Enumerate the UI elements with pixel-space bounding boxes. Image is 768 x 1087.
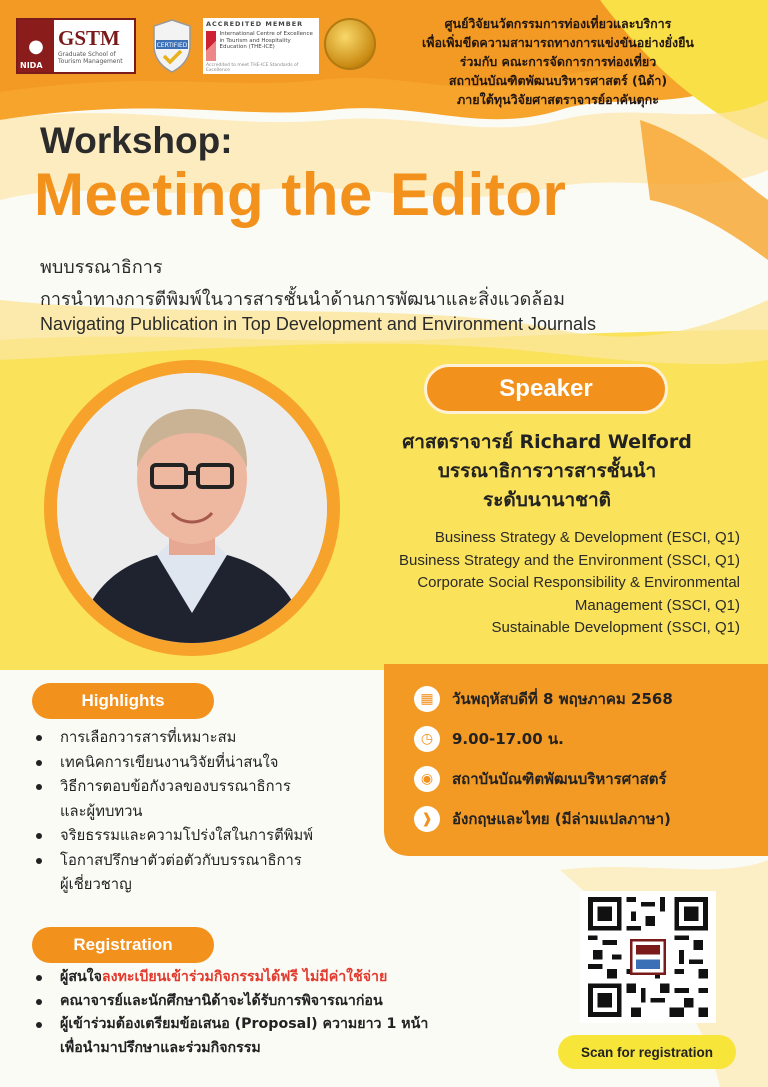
speaker-photo [57, 373, 327, 643]
header-line: ภายใต้ทุนวิจัยศาสตราจารย์อาคันตุกะ [457, 92, 659, 107]
header-line: ศูนย์วิจัยนวัตกรรมการท่องเที่ยวและบริการ [444, 16, 672, 31]
journal-line: Corporate Social Responsibility & Environmental [417, 574, 740, 591]
registration-heading: Registration [32, 927, 214, 963]
calendar-icon: ▦ [414, 686, 440, 712]
scan-registration-button[interactable]: Scan for registration [558, 1035, 736, 1069]
speaker-name-block [352, 428, 742, 515]
list-item: เทคนิคการเขียนงานวิจัยที่น่าสนใจ [32, 751, 372, 776]
highlights-heading: Highlights [32, 683, 214, 719]
subtitle-thai-2: การนำทางการตีพิมพ์ในวารสารชั้นนำด้านการพัฒนาและสิ่งแวดล้อม [40, 289, 565, 309]
list-item: การเลือกวารสารที่เหมาะสม [32, 726, 372, 751]
speaker-role: ระดับนานาชาติ [482, 489, 612, 511]
event-time: ◷ 9.00-17.00 น. [414, 726, 564, 752]
speaker-name: ศาสตราจารย์ Richard Welford [402, 431, 692, 453]
speaker-journals [340, 527, 740, 640]
list-item: โอกาสปรึกษาตัวต่อตัวกับบรรณาธิการ ผู้เชี่ยวชาญ [32, 849, 372, 898]
header-line: เพื่อเพิ่มขีดความสามารถทางการแข่งขันอย่างยั่งยืน [422, 35, 694, 50]
event-date: ▦ วันพฤหัสบดีที่ 8 พฤษภาคม 2568 [414, 686, 673, 712]
ice-mark-icon [206, 31, 216, 61]
registration-qr-code[interactable] [580, 891, 716, 1023]
journal-line: Management (SSCI, Q1) [574, 596, 740, 614]
location-pin-icon: ◉ [414, 766, 440, 792]
certified-badge-logo [150, 18, 194, 74]
workshop-label: Workshop: [40, 120, 233, 161]
event-info-box [384, 664, 768, 856]
speaking-head-icon: ❱ [414, 806, 440, 832]
speaker-role: บรรณาธิการวารสารชั้นนำ [437, 460, 657, 482]
subtitle-thai-1: พบบรรณาธิการ [40, 257, 163, 277]
cert-badge-text: CERTIFIED [156, 42, 188, 49]
ice-description: International Centre of Excellence in Tourism and Hospitality Education (THE-ICE) [219, 31, 313, 51]
subtitle-english: Navigating Publication in Top Development and Environment Journals [40, 314, 596, 334]
list-item: คณาจารย์และนักศึกษานิด้าจะได้รับการพิจารณาก่อน [32, 990, 562, 1014]
journal-line: Business Strategy & Development (ESCI, Q1) [434, 529, 740, 546]
registration-list [32, 966, 562, 1060]
speaker-photo-frame [44, 360, 340, 656]
gstm-logo-subtext: Graduate School of Tourism Management [58, 50, 123, 65]
gstm-logo-text: GSTM [58, 25, 120, 50]
list-item: ผู้สนใจลงทะเบียนเข้าร่วมกิจกรรมได้ฟรี ไม่มีค่าใช้จ่าย [32, 966, 562, 990]
header-line: ร่วมกับ คณะการจัดการการท่องเที่ยว [459, 54, 657, 69]
highlights-list [32, 726, 372, 898]
gstm-logo [16, 18, 136, 74]
journal-line: Sustainable Development (SSCI, Q1) [491, 619, 740, 636]
workshop-title: Meeting the Editor [34, 161, 567, 228]
list-item: จริยธรรมและความโปร่งใสในการตีพิมพ์ [32, 824, 372, 849]
list-item: ผู้เข้าร่วมต้องเตรียมข้อเสนอ (Proposal) ความยาว 1 หน้า เพื่อนำมาปรึกษาและร่วมกิจกรรม [32, 1013, 562, 1060]
ice-accredited-text: ACCREDITED MEMBER [206, 20, 304, 28]
ice-footnote: Accredited to meet THE-ICE Standards of Excellence [206, 63, 299, 73]
nida-emblem-icon: ● [18, 20, 54, 72]
organizer-header [368, 14, 748, 109]
free-registration-highlight: ลงทะเบียนเข้าร่วมกิจกรรมได้ฟรี ไม่มีค่าใช้จ่าย [101, 969, 388, 985]
journal-line: Business Strategy and the Environment (SSCI, Q1) [399, 551, 740, 569]
list-item: วิธีการตอบข้อกังวลของบรรณาธิการ และผู้ทบทวน [32, 775, 372, 824]
event-venue: ◉ สถาบันบัณฑิตพัฒนบริหารศาสตร์ [414, 766, 667, 792]
header-line: สถาบันบัณฑิตพัฒนบริหารศาสตร์ (นิด้า) [448, 73, 668, 88]
clock-icon: ◷ [414, 726, 440, 752]
speaker-heading: Speaker [424, 364, 668, 414]
the-ice-logo [203, 18, 319, 74]
nida-logo-text: NIDA [20, 61, 43, 70]
event-language: ❱ อังกฤษและไทย (มีล่ามแปลภาษา) [414, 806, 671, 832]
